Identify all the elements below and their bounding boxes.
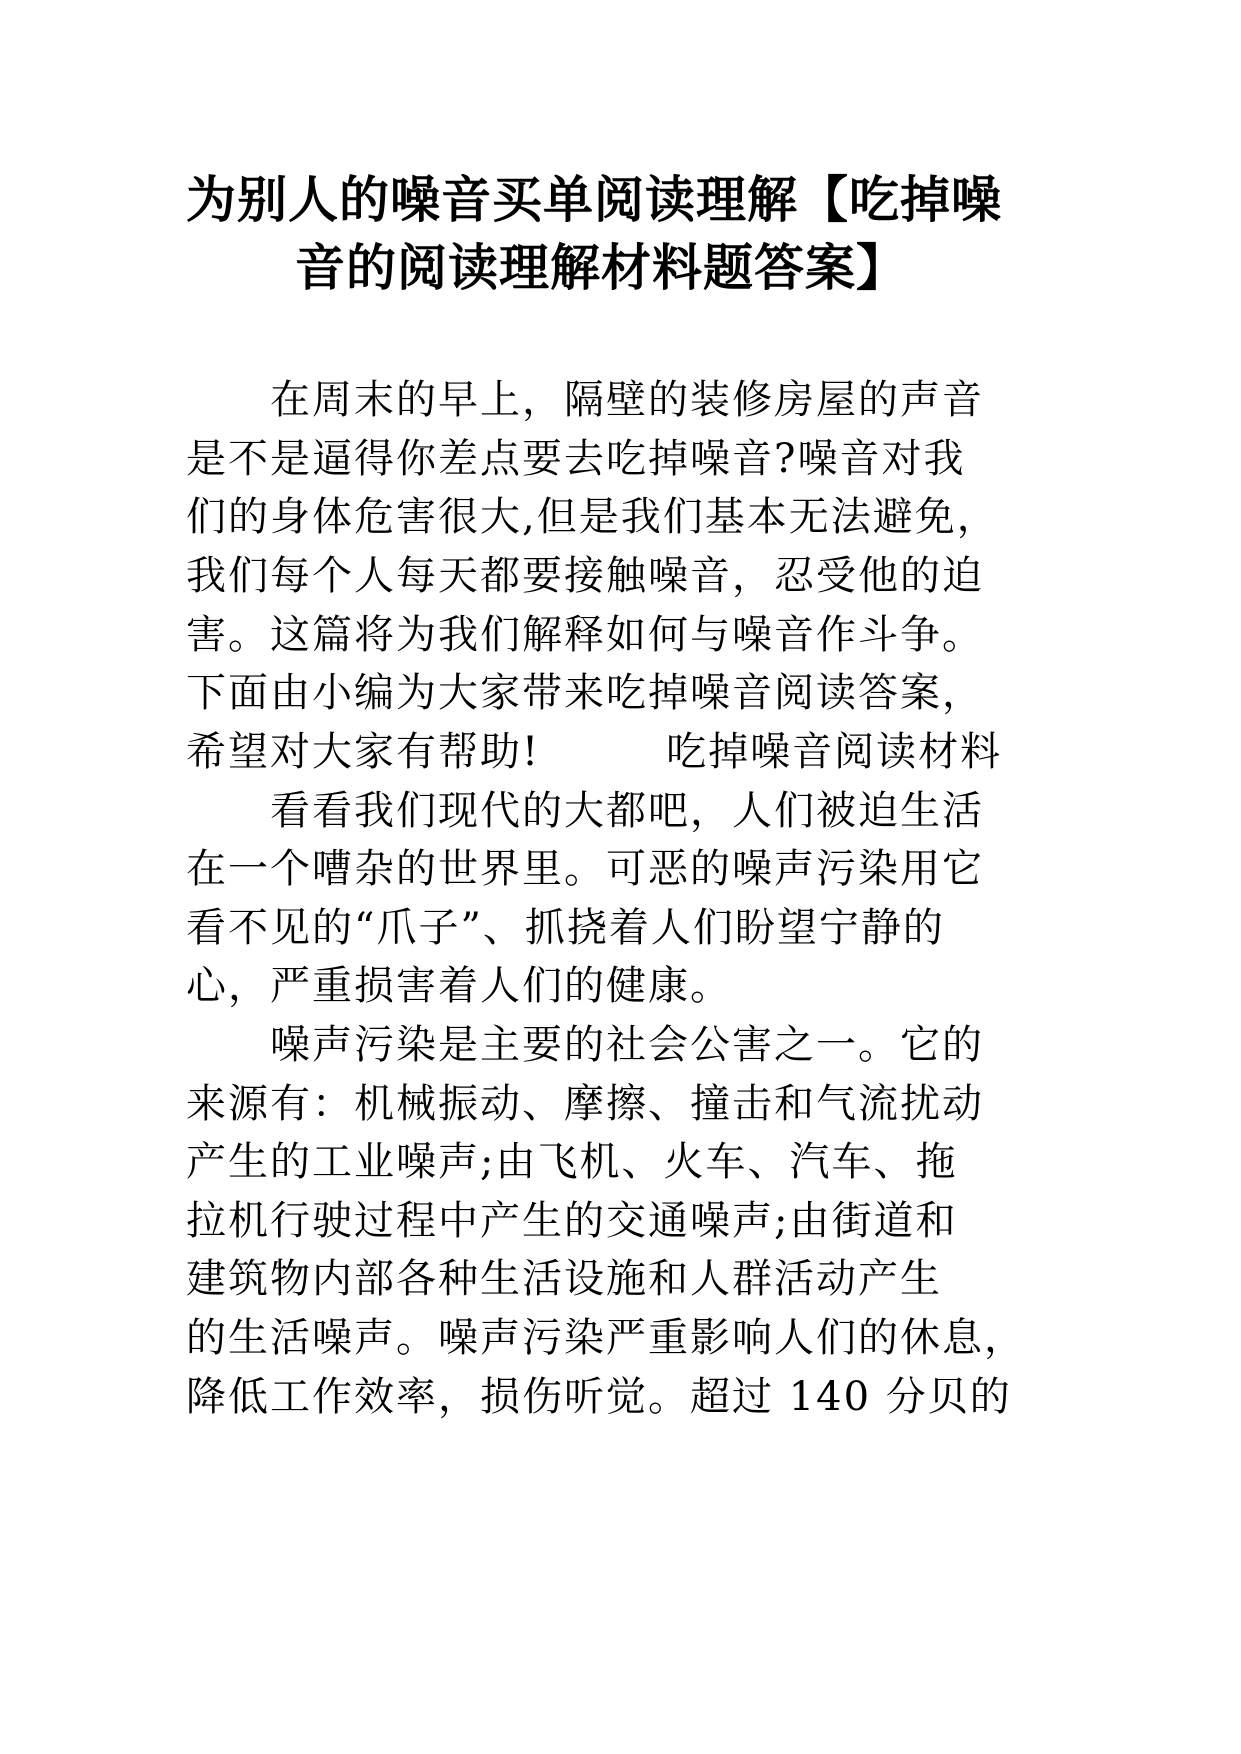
body-line: 在周末的早上，隔壁的装修房屋的声音: [186, 377, 984, 423]
body-line: 在一个嘈杂的世界里。可恶的噪声污染用它: [186, 846, 984, 892]
body-line: 看看我们现代的大都吧，人们被迫生活: [186, 788, 984, 834]
body-line: 是不是逼得你差点要去吃掉噪音?噪音对我: [186, 436, 966, 482]
body-line: 的生活噪声。噪声污染严重影响人们的休息，: [186, 1315, 1026, 1361]
body-line: 下面由小编为大家带来吃掉噪音阅读答案，: [186, 670, 984, 716]
body-line: 产生的工业噪声;由飞机、火车、汽车、拖: [186, 1139, 958, 1185]
body-line: 来源有：机械振动、摩擦、撞击和气流扰动: [186, 1081, 984, 1127]
body-line: 降低工作效率，损伤听觉。超过 140 分贝的: [186, 1374, 1012, 1420]
body-line: 看不见的“爪子”、抓挠着人们盼望宁静的: [186, 905, 945, 951]
body-line: 拉机行驶过程中产生的交通噪声;由街道和: [186, 1198, 958, 1244]
body-line: 希望对大家有帮助! 吃掉噪音阅读材料: [186, 729, 1003, 775]
document-title-line-1: 为别人的噪音买单阅读理解【吃掉噪: [186, 171, 1002, 229]
body-line: 我们每个人每天都要接触噪音，忍受他的迫: [186, 553, 984, 599]
body-line: 噪声污染是主要的社会公害之一。它的: [186, 1022, 984, 1068]
body-line: 害。这篇将为我们解释如何与噪音作斗争。: [186, 612, 984, 658]
document-title-line-2: 音的阅读理解材料题答案】: [295, 239, 907, 297]
body-line: 建筑物内部各种生活设施和人群活动产生: [186, 1256, 942, 1302]
body-line: 们的身体危害很大,但是我们基本无法避免，: [186, 494, 999, 540]
body-line: 心，严重损害着人们的健康。: [186, 963, 732, 1009]
